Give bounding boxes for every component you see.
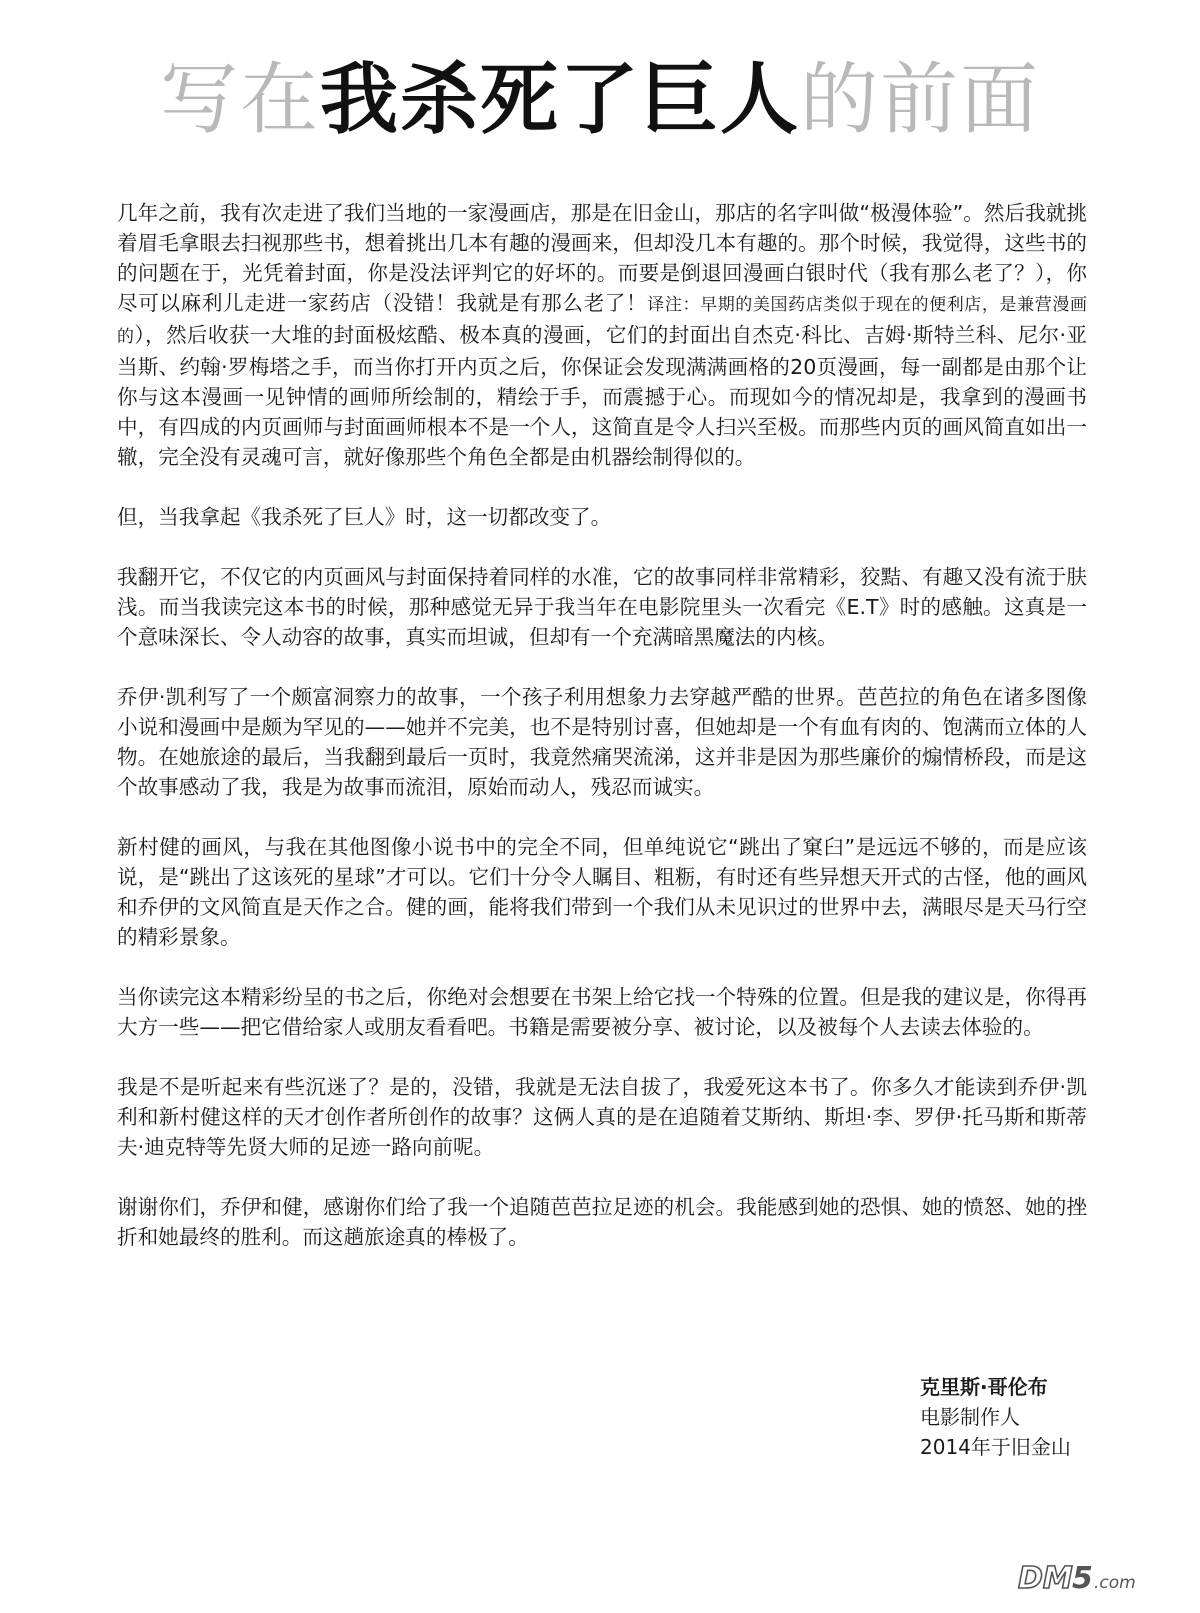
dm5-watermark-logo [1016, 1556, 1166, 1596]
translator-note: 译注：早期的美国药店类似于现在的便利店，是兼营漫画的 [117, 295, 1088, 347]
page-title [0, 52, 1200, 148]
title-emphasis: 我杀死了巨人 [319, 55, 800, 145]
paragraph-1-text-b: ），然后收获一大堆的封面极炫酷、极本真的漫画，它们的封面出自杰克·科比、吉姆·斯特兰科、尼尔·亚当斯、约翰·罗梅塔之手，而当你打开内页之后，你保证会发现满满画格的20页漫画，每一副都是由那个让你与这本漫画一见钟情的画师所绘制的，精绘于手，而震撼于心。而现如今的情况却是，我拿到的漫画书中，有四成的内页画师与封面画师根本不是一个人，这简直是令人扫兴至极。而那些内页的画风简直如出一辙，完全没有灵魂可言，就好像那些个角色全都是由机器绘制得似的。 [117, 323, 1087, 469]
title-suffix: 的前面 [800, 55, 1041, 145]
signature-name: 克里斯·哥伦布 [920, 1375, 1048, 1399]
paragraph-4: 乔伊·凯利写了一个颇富洞察力的故事，一个孩子利用想象力去穿越严酷的世界。芭芭拉的角色在诸多图像小说和漫画中是颇为罕见的——她并不完美，也不是特别讨喜，但她却是一个有血有肉的、饱满而立体的人物。在她旅途的最后，当我翻到最后一页时，我竟然痛哭流涕，这并非是因为那些廉价的煽情桥段，而是这个故事感动了我，我是为故事而流泪，原始而动人，残忍而诚实。 [117, 685, 1087, 799]
paragraph-1 [117, 198, 1087, 472]
paragraph-7: 我是不是听起来有些沉迷了？是的，没错，我就是无法自拔了，我爱死这本书了。你多久才能读到乔伊·凯利和新村健这样的天才创作者所创作的故事？这俩人真的是在追随着艾斯纳、斯坦·李、罗伊·托马斯和斯蒂夫·迪克特等先贤大师的足迹一路向前呢。 [117, 1075, 1087, 1159]
watermark-brand: DM [1018, 1561, 1073, 1596]
signature-date: 2014年于旧金山 [920, 1435, 1071, 1459]
watermark-digit: 5 [1072, 1561, 1093, 1596]
paragraph-6: 当你读完这本精彩纷呈的书之后，你绝对会想要在书架上给它找一个特殊的位置。但是我的建议是，你得再大方一些——把它借给家人或朋友看看吧。书籍是需要被分享、被讨论，以及被每个人去读去体验的。 [117, 985, 1087, 1039]
paragraph-2: 但，当我拿起《我杀死了巨人》时，这一切都改变了。 [117, 505, 612, 529]
paragraph-3: 我翻开它，不仅它的内页画风与封面保持着同样的水准，它的故事同样非常精彩，狡黠、有趣又没有流于肤浅。而当我读完这本书的时候，那种感觉无异于我当年在电影院里头一次看完《E.T》时的感触。这真是一个意味深长、令人动容的故事，真实而坦诚，但却有一个充满暗黑魔法的内核。 [117, 565, 1087, 649]
paragraph-5: 新村健的画风，与我在其他图像小说书中的完全不同，但单纯说它“跳出了窠臼”是远远不够的，而是应该说，是“跳出了这该死的星球”才可以。它们十分令人瞩目、粗粝，有时还有些异想天开式的古怪，他的画风和乔伊的文风简直是天作之合。健的画，能将我们带到一个我们从未见识过的世界中去，满眼尽是天马行空的精彩景象。 [117, 835, 1087, 949]
title-prefix: 写在 [159, 55, 320, 145]
paragraph-8: 谢谢你们，乔伊和健，感谢你们给了我一个追随芭芭拉足迹的机会。我能感到她的恐惧、她的愤怒、她的挫折和她最终的胜利。而这趟旅途真的棒极了。 [117, 1195, 1087, 1249]
signature-block [920, 1372, 1160, 1462]
signature-role: 电影制作人 [920, 1405, 1020, 1429]
paragraph-1-text-a: 几年之前，我有次走进了我们当地的一家漫画店，那是在旧金山，那店的名字叫做“极漫体验”。然后我就挑着眉毛拿眼去扫视那些书，想着挑出几本有趣的漫画来，但却没几本有趣的。那个时候，我觉得，这些书的的问题在于，光凭着封面，你是没法评判它的好坏的。而要是倒退回漫画白银时代（我有那么老了？），你尽可以麻利儿走进一家药店（没错！我就是有那么老了！ [117, 201, 1087, 315]
watermark-tld: .com [1094, 1573, 1136, 1593]
article-body [117, 198, 1087, 1282]
